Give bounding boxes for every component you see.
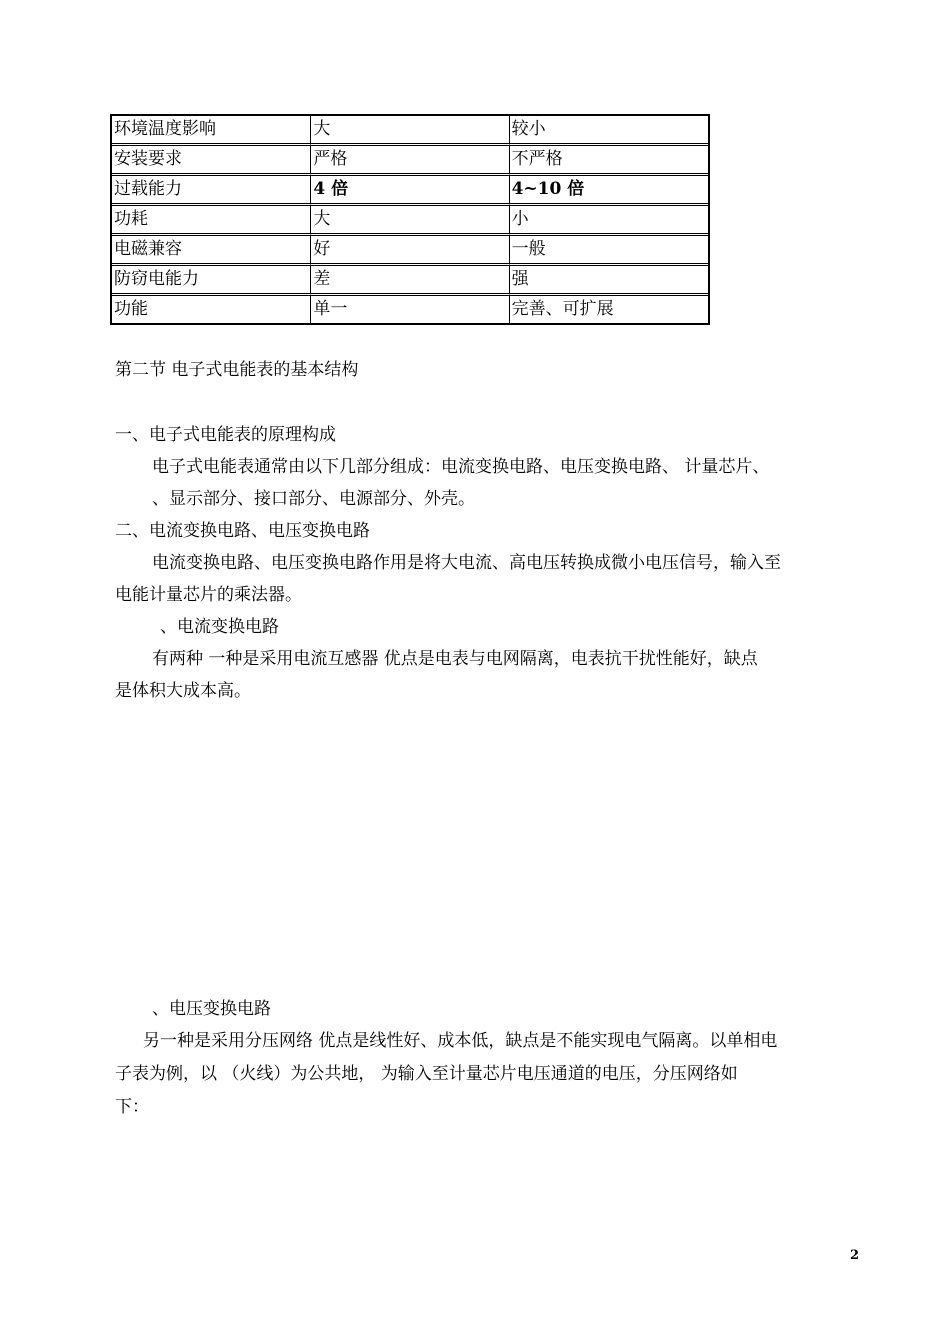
comparison-table <box>110 114 710 325</box>
paragraph-line: 下： <box>115 1097 149 1117</box>
table-row <box>112 236 708 266</box>
table-row <box>112 266 708 296</box>
page-number: 2 <box>850 1248 860 1263</box>
table-cell: 功耗 <box>112 206 311 236</box>
table-row <box>112 206 708 236</box>
table-cell: 一般 <box>510 236 708 266</box>
table-cell: 完善、可扩展 <box>511 299 614 319</box>
paragraph-line: 是体积大成本高。 <box>115 681 251 701</box>
table-cell: 4~10 倍 <box>510 176 708 206</box>
table-row <box>112 176 708 206</box>
table-cell: 不严格 <box>510 146 708 176</box>
table-cell: 严格 <box>311 146 509 176</box>
table-cell: 差 <box>311 266 509 296</box>
table-cell: 大 <box>311 206 509 236</box>
table-cell: 安装要求 <box>112 146 311 176</box>
table-cell: 好 <box>311 236 509 266</box>
table-cell: 大 <box>311 116 509 146</box>
paragraph-line: 子表为例，以 （火线）为公共地， 为输入至计量芯片电压通道的电压，分压网络如 <box>115 1064 738 1084</box>
table-row <box>112 296 708 323</box>
section-title: 第二节 电子式电能表的基本结构 <box>115 360 359 380</box>
table-cell: 强 <box>510 266 708 296</box>
paragraph-line: 电子式电能表通常由以下几部分组成：电流变换电路、电压变换电路、 计量芯片、 <box>152 457 770 477</box>
subheading-current: 、电流变换电路 <box>160 617 279 637</box>
table-row <box>112 116 708 146</box>
table-cell: 单一 <box>311 296 509 323</box>
subheading-voltage: 、电压变换电路 <box>152 999 271 1019</box>
heading-principle: 一、电子式电能表的原理构成 <box>115 425 336 445</box>
heading-conversion: 二、电流变换电路、电压变换电路 <box>115 521 370 541</box>
paragraph-line: 另一种是采用分压网络 优点是线性好、成本低，缺点是不能实现电气隔离。以单相电 <box>143 1031 778 1051</box>
paragraph-line: 、显示部分、接口部分、电源部分、外壳。 <box>152 489 475 509</box>
table-cell: 功能 <box>112 296 311 323</box>
table-cell: 电磁兼容 <box>112 236 311 266</box>
table-cell: 4 倍 <box>311 176 509 206</box>
table-cell: 较小 <box>510 116 708 146</box>
paragraph-line: 有两种 一种是采用电流互感器 优点是电表与电网隔离，电表抗干扰性能好，缺点 <box>152 649 758 669</box>
table-cell: 环境温度影响 <box>112 116 311 146</box>
paragraph-line: 电流变换电路、电压变换电路作用是将大电流、高电压转换成微小电压信号，输入至 <box>152 553 781 573</box>
table-row <box>112 146 708 176</box>
table-cell: 过载能力 <box>112 176 311 206</box>
paragraph-line: 电能计量芯片的乘法器。 <box>115 585 302 605</box>
table-cell: 小 <box>510 206 708 236</box>
table-cell: 防窃电能力 <box>112 266 311 296</box>
